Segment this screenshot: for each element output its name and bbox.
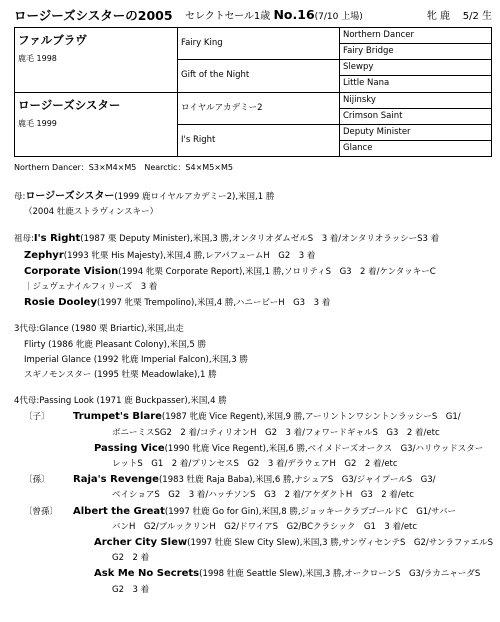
line-detail: Imperial Glance (1992 牝鹿 Imperial Falcon),米国,3 勝 xyxy=(24,354,248,365)
pedigree-gen3-cell: Slewpy xyxy=(340,60,492,76)
page-header xyxy=(14,6,492,22)
line-detail: (1999 鹿ロイヤルアカデミー2),米国,1 勝 xyxy=(114,192,275,202)
horse-name: Zephyr xyxy=(24,249,64,261)
line-detail: Glance (1980 栗 Briartic),米国,出走 xyxy=(39,324,184,335)
sale-info xyxy=(185,7,363,22)
dam-name: ロージーズシスター xyxy=(18,97,121,112)
horse-name: Rosie Dooley xyxy=(24,297,97,309)
line-detail: (1987 栗 Deputy Minister),米国,3 勝,オンタリオダムゼルS 3 着/オンタリオラッシーS3 着 xyxy=(80,234,440,245)
family-line xyxy=(14,189,498,205)
family-line xyxy=(14,426,498,441)
family-line xyxy=(14,409,498,425)
line-detail: (1993 牝栗 His Majesty),米国,4 勝,レアパフュームH G2 3 着 xyxy=(63,250,316,261)
pedigree-dam xyxy=(15,92,178,157)
family-line xyxy=(14,338,498,353)
family-line xyxy=(14,368,498,383)
line-label: 〔孫〕 xyxy=(24,475,50,486)
family-line xyxy=(14,280,498,295)
line-label: 母: xyxy=(14,192,26,202)
line-detail: Flirty (1986 牝鹿 Pleasant Colony),米国,5 勝 xyxy=(24,339,206,350)
line-detail: (1998 牡鹿 Seattle Slew),米国,3 勝,オークローンS G3/ラカニャーダS xyxy=(199,569,481,580)
inbreeding-crosses: Northern Dancer：S3×M4×M5 Nearctic：S4×M5×M5 xyxy=(14,163,233,172)
horse-name: Raja's Revenge xyxy=(73,474,159,486)
line-detail: (1997 牡鹿 Slew City Slew),米国,3 勝,サンヴィセンテS G2/サンラファエルS xyxy=(187,538,494,549)
pedigree-gen3-cell: Crimson Saint xyxy=(340,108,492,124)
pedigree-gen3-cell: Nijinsky xyxy=(340,92,492,108)
line-detail: ベイショアS G2 3 着/ハッチソンS G3 2 着/アケダクトH G3 2 着/etc xyxy=(112,490,414,501)
family-line xyxy=(14,264,498,280)
line-detail: G2 2 着 xyxy=(112,553,150,564)
pedigree-gen2-cell: I's Right xyxy=(178,124,340,156)
line-detail: (1987 牝鹿 Vice Regent),米国,9 勝,アーリントンワシントンラッシーS G1/ xyxy=(161,412,461,423)
pedigree-sire xyxy=(15,28,178,93)
pedigree-gen3-cell: Glance xyxy=(340,140,492,156)
pedigree-gen2-cell: Fairy King xyxy=(178,28,340,60)
line-detail: Passing Look (1971 鹿 Buckpasser),米国,4 勝 xyxy=(39,396,227,407)
pedigree-gen2-cell: ロイヤルアカデミー2 xyxy=(178,92,340,124)
family-lines xyxy=(14,189,498,598)
line-label: 4代母: xyxy=(14,396,40,407)
line-detail: (1994 牝栗 Corporate Report),米国,1 勝,ソロリティS G3 2 着/ケンタッキーC xyxy=(118,266,436,277)
line-detail: スギノモンスター (1995 牡栗 Meadowlake),1 勝 xyxy=(24,370,217,381)
sire-meta: 鹿毛 1998 xyxy=(18,54,57,64)
horse-name: I's Right xyxy=(33,233,81,245)
line-detail: G2 3 着 xyxy=(112,584,150,595)
family-line xyxy=(14,441,498,457)
line-detail: (1997 牝栗 Trempolino),米国,4 勝,ハニービーH G3 3 着 xyxy=(96,298,331,309)
horse-name: Passing Vice xyxy=(94,442,165,454)
line-label: 〔曾孫〕 xyxy=(24,506,59,517)
family-line xyxy=(14,535,498,551)
horse-name: Albert the Great xyxy=(73,505,165,517)
family-line xyxy=(14,520,498,535)
lot-number: No.16 xyxy=(273,7,315,22)
line-label: 3代母: xyxy=(14,324,40,335)
pedigree-gen3-cell: Northern Dancer xyxy=(340,28,492,44)
horse-name: Archer City Slew xyxy=(94,537,188,549)
pedigree-gen3-cell: Deputy Minister xyxy=(340,124,492,140)
horse-sex: 牝 鹿 xyxy=(426,11,450,22)
section-gap xyxy=(14,220,498,231)
family-line xyxy=(14,353,498,368)
family-line xyxy=(14,248,498,264)
pedigree-gen2-cell: Gift of the Night xyxy=(178,60,340,92)
horse-name: Trumpet's Blare xyxy=(73,411,162,423)
line-detail: (1983 牡鹿 Raja Baba),米国,6 勝,ナシュアS G3/ジャイプールS G3/ xyxy=(158,475,436,486)
line-label: 祖母: xyxy=(14,234,34,245)
family-line xyxy=(14,295,498,311)
family-line xyxy=(14,457,498,472)
horse-name: Corporate Vision xyxy=(24,265,119,277)
section-gap xyxy=(14,311,498,322)
line-detail: (1990 牝鹿 Vice Regent),米国,6 勝,ベイメドーズオークス G3/ハリウッドスター xyxy=(164,443,484,454)
line-detail: レットS G1 2 着/プリンセスS G2 3 着/デラウェアH G2 2 着/etc xyxy=(112,459,398,470)
section-gap xyxy=(14,383,498,394)
page-title: ロージーズシスターの2005 xyxy=(14,8,173,23)
pedigree-table xyxy=(14,27,492,157)
line-label: ｜ xyxy=(24,282,33,293)
family-line xyxy=(14,566,498,582)
horse-name: Ask Me No Secrets xyxy=(94,568,200,580)
line-label: 〔子〕 xyxy=(24,412,50,423)
family-line xyxy=(14,205,498,220)
line-detail: バンH G2/ブルックリンH G2/ドワイアS G2/BCクラシック G1 3 着/etc xyxy=(112,521,418,532)
family-line xyxy=(14,394,498,409)
horse-sex-birth xyxy=(427,7,492,22)
birth-date: 5/2 生 xyxy=(462,11,492,22)
line-detail: （2004 牡鹿ストラヴィンスキー） xyxy=(24,207,159,218)
family-line xyxy=(14,504,498,520)
family-line xyxy=(14,231,498,247)
pedigree-gen3-cell: Fairy Bridge xyxy=(340,44,492,60)
family-line xyxy=(14,551,498,566)
line-detail: ボニーミスSG2 2 着/コティリオンH G2 3 着/フォワードギャルS G3 2 着/etc xyxy=(112,427,440,438)
line-detail: ジュヴェナイルフィリーズ 3 着 xyxy=(32,282,158,293)
family-line xyxy=(14,322,498,337)
family-line xyxy=(14,472,498,488)
dam-meta: 鹿毛 1999 xyxy=(18,118,57,128)
family-line xyxy=(14,488,498,503)
pedigree-gen3-cell: Little Nana xyxy=(340,76,492,92)
line-detail: (1997 牡鹿 Go for Gin),米国,8 勝,ジョッキークラブゴールドC G1/サバー xyxy=(164,506,457,517)
sale-date: (7/10 上場) xyxy=(314,12,363,22)
family-line xyxy=(14,583,498,598)
sale-name: セレクトセール1歳 xyxy=(185,11,271,22)
horse-name: ロージーズシスター xyxy=(25,191,115,202)
sire-name: ファルブラヴ xyxy=(18,33,87,47)
